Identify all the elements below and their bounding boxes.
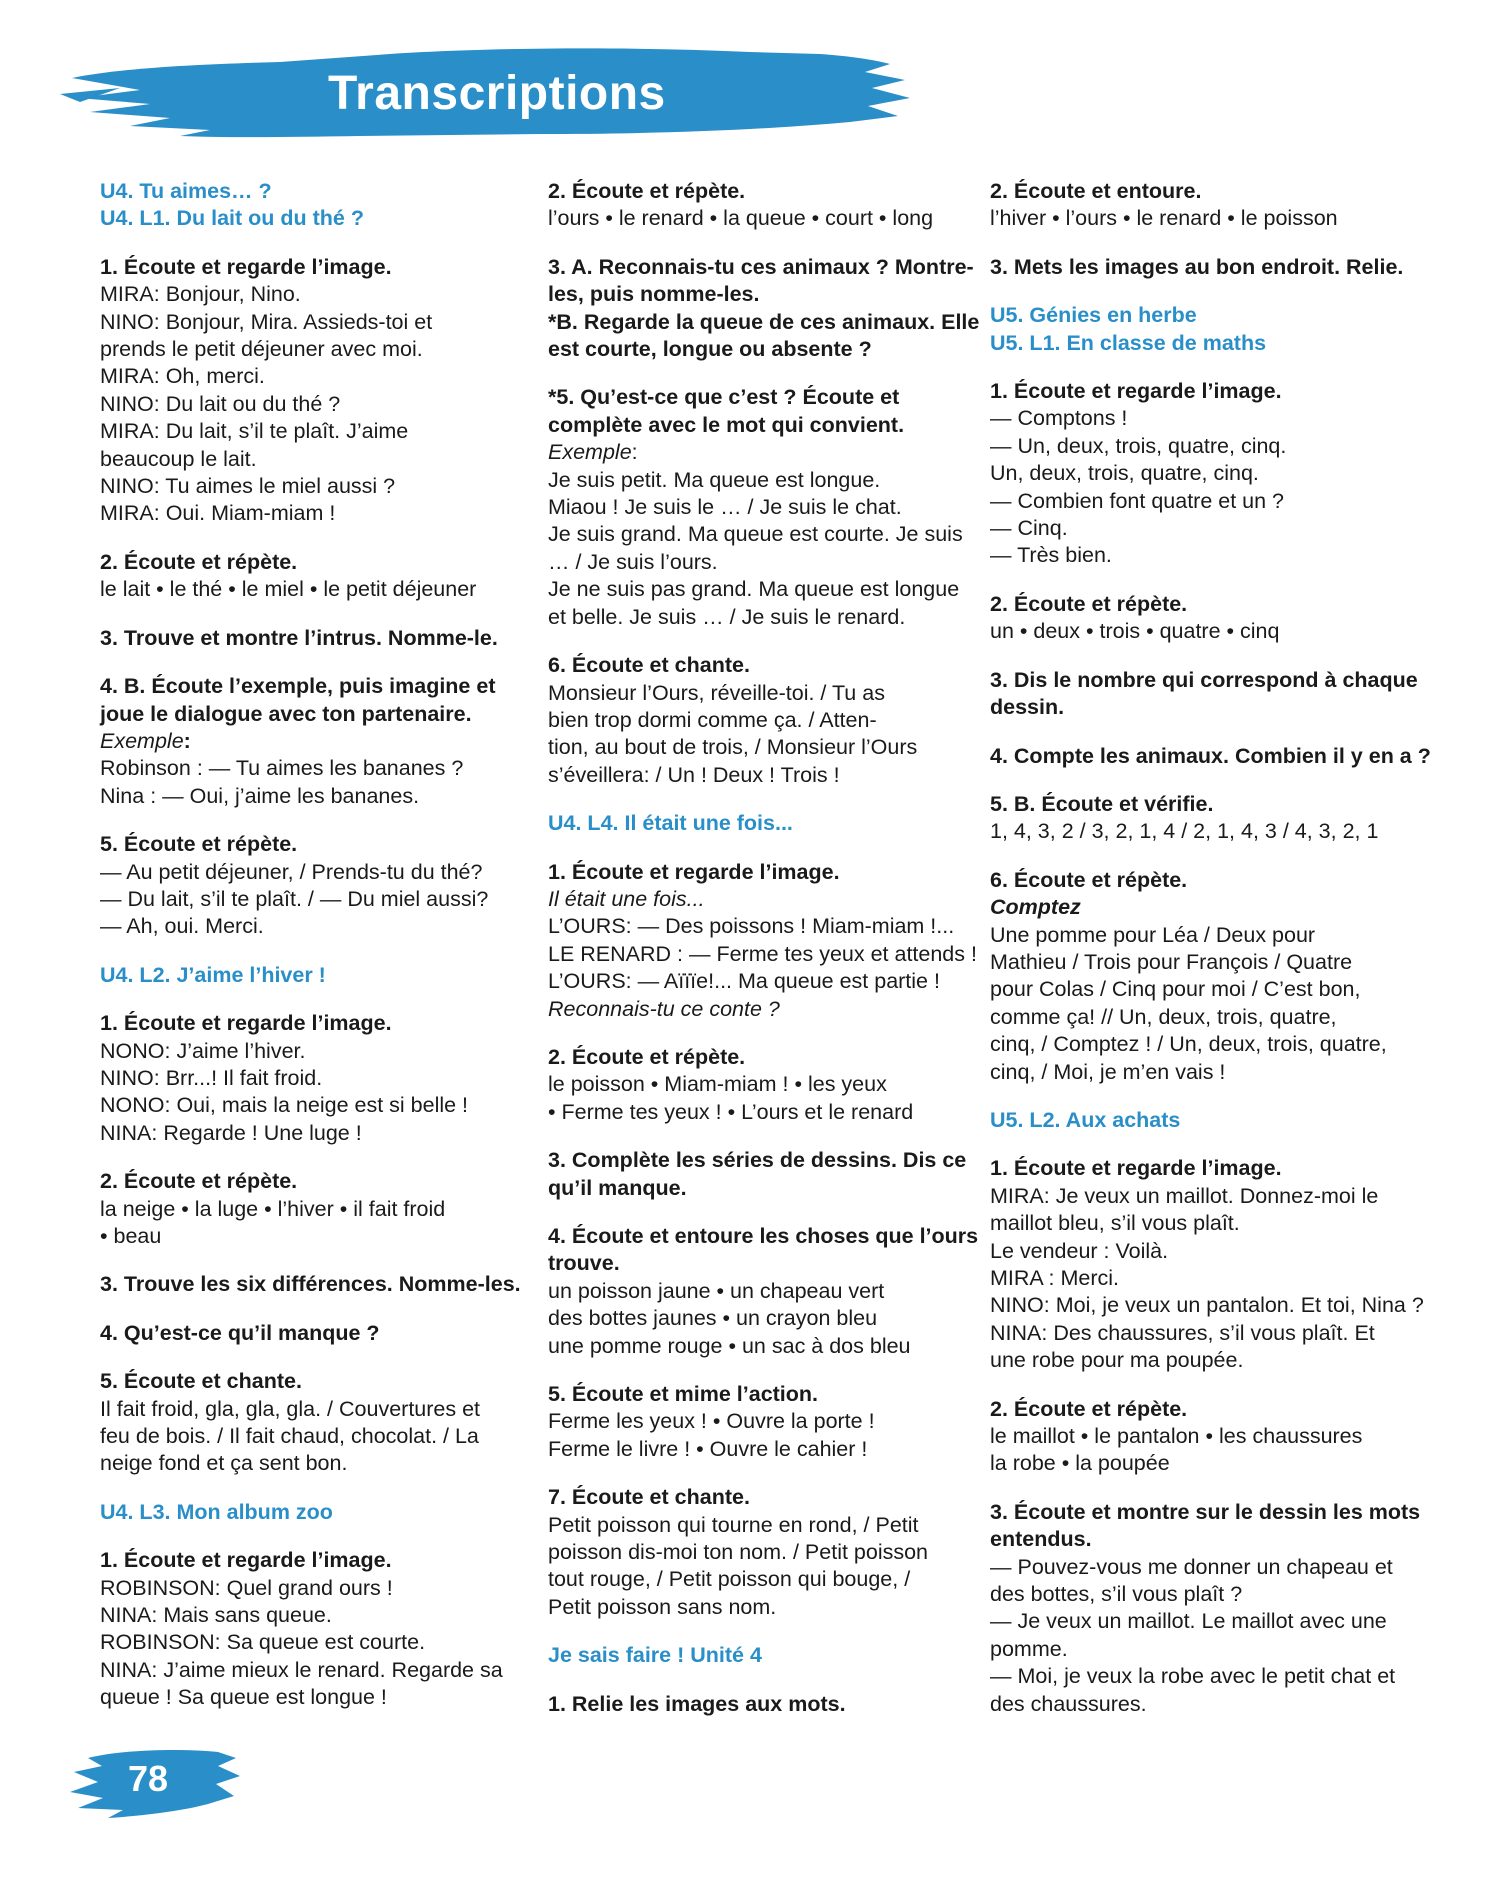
text-line: bien trop dormi comme ça. / Atten- — [548, 707, 877, 732]
exercise-title: 3. Dis le nombre qui correspond à chaque — [990, 667, 1418, 692]
text-block — [990, 791, 1410, 846]
text-line: une robe pour ma poupée. — [990, 1348, 1244, 1373]
text-line: LE RENARD : — Ferme tes yeux et attends ! — [548, 941, 977, 966]
text-line: NONO: Oui, mais la neige est si belle ! — [100, 1093, 469, 1118]
page-title: Transcriptions — [328, 67, 666, 120]
exercise-title: 3. Écoute et montre sur le dessin les mots — [990, 1499, 1421, 1524]
text-line: NINO: Moi, je veux un pantalon. Et toi, Nina ? — [990, 1293, 1424, 1318]
text-line: Je suis petit. Ma queue est longue. — [548, 467, 881, 492]
section-heading: U5. Génies en herbe — [990, 303, 1197, 328]
exercise-title: 4. Qu’est-ce qu’il manque ? — [100, 1320, 380, 1345]
section-heading: U4. L4. Il était une fois... — [548, 811, 793, 836]
text-block — [100, 1499, 520, 1526]
text-line: NINA: Regarde ! Une luge ! — [100, 1120, 362, 1145]
text-line: l’hiver • l’ours • le renard • le poisson — [990, 206, 1338, 231]
exercise-title: 2. Écoute et répète. — [990, 1396, 1188, 1421]
text-block — [548, 1691, 968, 1718]
exercise-title: 3. Trouve et montre l’intrus. Nomme-le. — [100, 625, 498, 650]
text-line: MIRA: Du lait, s’il te plaît. J’aime — [100, 419, 409, 444]
section-heading: U5. L2. Aux achats — [990, 1107, 1181, 1132]
text-line: • Ferme tes yeux ! • L’ours et le renard — [548, 1099, 914, 1124]
text-block — [548, 1484, 968, 1621]
exercise-title: qu’il manque. — [548, 1175, 687, 1200]
text-line: Monsieur l’Ours, réveille-toi. / Tu as — [548, 680, 885, 705]
exercise-title: 1. Écoute et regarde l’image. — [100, 1011, 392, 1036]
text-line: cinq, / Moi, je m’en vais ! — [990, 1059, 1226, 1084]
exercise-title: les, puis nomme-les. — [548, 282, 760, 307]
section-heading: Je sais faire ! Unité 4 — [548, 1643, 762, 1668]
text-block — [990, 867, 1410, 1086]
text-block — [990, 1107, 1410, 1134]
text-block — [548, 1381, 968, 1463]
text-block — [100, 1271, 520, 1298]
column-3 — [990, 178, 1431, 1739]
exercise-title: 1. Écoute et regarde l’image. — [100, 254, 392, 279]
exercise-title: 2. Écoute et répète. — [548, 179, 746, 203]
exercise-title: 4. Compte les animaux. Combien il y en a ? — [990, 743, 1431, 768]
text-line: Le vendeur : Voilà. — [990, 1238, 1169, 1263]
text-line: NINA: J’aime mieux le renard. Regarde sa — [100, 1657, 503, 1682]
text-line: NINO: Brr...! Il fait froid. — [100, 1065, 323, 1090]
text-line: — Comptons ! — [990, 406, 1128, 431]
section-heading: U4. Tu aimes… ? — [100, 179, 272, 203]
text-block — [100, 673, 520, 810]
exercise-title: 6. Écoute et chante. — [548, 653, 750, 678]
text-line: Miaou ! Je suis le … / Je suis le chat. — [548, 495, 902, 520]
text-block — [548, 859, 977, 1023]
text-line: — Pouvez-vous me donner un chapeau et — [990, 1554, 1393, 1579]
text-line: — Du lait, s’il te plaît. / — Du miel aussi? — [100, 886, 489, 911]
text-block — [990, 302, 1410, 357]
text-line: Un, deux, trois, quatre, cinq. — [990, 461, 1259, 486]
section-heading: U4. L3. Mon album zoo — [100, 1499, 333, 1524]
text-line: … / Je suis l’ours. — [548, 549, 718, 574]
text-block — [100, 1168, 520, 1250]
text-line: NINO: Bonjour, Mira. Assieds-toi et — [100, 309, 433, 334]
text-line: beaucoup le lait. — [100, 446, 257, 471]
text-block — [990, 178, 1410, 233]
exercise-title: 4. B. Écoute l’exemple, puis imagine et — [100, 674, 496, 699]
text-line: NINO: Tu aimes le miel aussi ? — [100, 474, 396, 499]
text-block — [548, 178, 968, 233]
text-line: — Très bien. — [990, 543, 1112, 568]
text-line: Petit poisson sans nom. — [548, 1594, 777, 1619]
text-line: Mathieu / Trois pour François / Quatre — [990, 949, 1353, 974]
text-line: neige fond et ça sent bon. — [100, 1451, 348, 1476]
text-line: — Moi, je veux la robe avec le petit chat et — [990, 1664, 1396, 1689]
text-line: la robe • la poupée — [990, 1451, 1170, 1476]
exercise-title: 1. Écoute et regarde l’image. — [100, 1548, 392, 1573]
exercise-title: *B. Regarde la queue de ces animaux. Elle — [548, 309, 980, 334]
exercise-title: 3. Complète les séries de dessins. Dis ce — [548, 1148, 967, 1173]
text-line: Petit poisson qui tourne en rond, / Petit — [548, 1512, 919, 1537]
text-line: ROBINSON: Quel grand ours ! — [100, 1575, 393, 1600]
text-block — [100, 1010, 520, 1147]
text-line: — Au petit déjeuner, / Prends-tu du thé? — [100, 859, 483, 884]
exercise-title: 3. Mets les images au bon endroit. Relie. — [990, 254, 1404, 279]
text-line: 1, 4, 3, 2 / 3, 2, 1, 4 / 2, 1, 4, 3 / 4, 3, 2, 1 — [990, 819, 1379, 844]
text-line: et belle. Je suis … / Je suis le renard. — [548, 604, 906, 629]
text-line: tout rouge, / Petit poisson qui bouge, / — [548, 1567, 911, 1592]
exercise-title: dessin. — [990, 695, 1065, 720]
exercise-title: complète avec le mot qui convient. — [548, 412, 905, 437]
text-block — [548, 1223, 979, 1360]
text-line: — Combien font quatre et un ? — [990, 488, 1285, 513]
text-line: • beau — [100, 1224, 162, 1248]
text-line: le lait • le thé • le miel • le petit déjeuner — [100, 577, 477, 602]
exercise-title: 3. Trouve les six différences. Nomme-les. — [100, 1272, 521, 1297]
exercise-title: 5. B. Écoute et vérifie. — [990, 791, 1214, 816]
exercise-title: 6. Écoute et répète. — [990, 867, 1188, 892]
text-line: prends le petit déjeuner avec moi. — [100, 337, 423, 362]
exercise-title: 7. Écoute et chante. — [548, 1485, 750, 1510]
text-line: Exemple: — [548, 440, 638, 465]
text-line: poisson dis-moi ton nom. / Petit poisson — [548, 1540, 929, 1565]
exercise-title: 3. A. Reconnais-tu ces animaux ? Montre- — [548, 254, 974, 279]
text-line: le maillot • le pantalon • les chaussures — [990, 1424, 1363, 1449]
exercise-title: 2. Écoute et répète. — [548, 1044, 746, 1069]
text-line: Ferme le livre ! • Ouvre le cahier ! — [548, 1436, 868, 1461]
text-line: Reconnais-tu ce conte ? — [548, 996, 780, 1021]
text-line: L’OURS: — Des poissons ! Miam-miam !... — [548, 914, 955, 939]
exercise-title: 1. Relie les images aux mots. — [548, 1691, 846, 1716]
text-line: Une pomme pour Léa / Deux pour — [990, 922, 1316, 947]
text-block — [100, 178, 520, 233]
text-block — [100, 962, 520, 989]
exercise-title: 2. Écoute et répète. — [100, 549, 298, 574]
text-block — [548, 1147, 968, 1202]
column-1 — [100, 178, 520, 1733]
text-line: MIRA: Bonjour, Nino. — [100, 282, 301, 307]
exercise-title: entendus. — [990, 1527, 1092, 1552]
text-line: Ferme les yeux ! • Ouvre la porte ! — [548, 1409, 875, 1434]
text-line: L’OURS: — Aïïïe!... Ma queue est partie ! — [548, 969, 940, 994]
text-line: — Cinq. — [990, 516, 1068, 541]
text-line: Nina : — Oui, j’aime les bananes. — [100, 783, 420, 808]
text-line: feu de bois. / Il fait chaud, chocolat. / La — [100, 1424, 479, 1449]
text-line: ROBINSON: Sa queue est courte. — [100, 1630, 426, 1655]
exercise-title: 1. Écoute et regarde l’image. — [990, 379, 1282, 404]
exercise-title: trouve. — [548, 1251, 620, 1276]
text-line: l’ours • le renard • la queue • court • long — [548, 206, 934, 231]
text-block — [100, 625, 520, 652]
text-block — [548, 810, 968, 837]
section-heading: U4. L2. J’aime l’hiver ! — [100, 962, 326, 987]
exercise-title: 2. Écoute et entoure. — [990, 179, 1202, 203]
exercise-title: est courte, longue ou absente ? — [548, 337, 872, 362]
text-block — [990, 667, 1418, 722]
text-line: NONO: J’aime l’hiver. — [100, 1038, 306, 1063]
text-block — [990, 378, 1410, 570]
text-line: Exemple: — [100, 728, 191, 753]
text-line: MIRA : Merci. — [990, 1266, 1120, 1290]
exercise-title: 2. Écoute et répète. — [100, 1169, 298, 1194]
text-block — [100, 1368, 520, 1478]
text-block — [548, 1642, 968, 1669]
text-block — [100, 1547, 520, 1711]
text-line: des bottes jaunes • un crayon bleu — [548, 1306, 878, 1331]
text-line: un • deux • trois • quatre • cinq — [990, 619, 1280, 644]
text-line: tion, au bout de trois, / Monsieur l’Ours — [548, 735, 918, 760]
text-line: des chaussures. — [990, 1691, 1147, 1716]
section-heading: U4. L1. Du lait ou du thé ? — [100, 206, 364, 231]
text-block — [990, 1396, 1410, 1478]
text-block — [990, 1155, 1424, 1374]
exercise-title: joue le dialogue avec ton partenaire. — [100, 701, 472, 726]
column-2 — [548, 178, 980, 1739]
exercise-title: 5. Écoute et répète. — [100, 832, 298, 857]
text-block — [990, 591, 1410, 646]
text-line: s’éveillera: / Un ! Deux ! Trois ! — [548, 762, 840, 787]
text-line: un poisson jaune • un chapeau vert — [548, 1278, 885, 1303]
text-line: pour Colas / Cinq pour moi / C’est bon, — [990, 977, 1361, 1002]
text-line: Il fait froid, gla, gla, gla. / Couvertures et — [100, 1396, 481, 1421]
text-line: maillot bleu, s’il vous plaît. — [990, 1211, 1240, 1236]
section-heading: U5. L1. En classe de maths — [990, 330, 1267, 355]
text-line: NINO: Du lait ou du thé ? — [100, 391, 341, 416]
text-block — [990, 254, 1410, 281]
text-block — [548, 1044, 968, 1126]
text-line: pomme. — [990, 1636, 1068, 1661]
text-line: Je suis grand. Ma queue est courte. Je suis — [548, 522, 963, 547]
text-block — [990, 743, 1431, 770]
exercise-title: 4. Écoute et entoure les choses que l’ours — [548, 1224, 979, 1248]
text-block — [100, 549, 520, 604]
text-block — [100, 254, 520, 528]
text-line: Comptez — [990, 895, 1081, 920]
exercise-title: 5. Écoute et chante. — [100, 1369, 302, 1394]
text-line: queue ! Sa queue est longue ! — [100, 1685, 387, 1710]
text-line: des bottes, s’il vous plaît ? — [990, 1582, 1243, 1607]
text-line: — Ah, oui. Merci. — [100, 914, 264, 939]
text-line: NINA: Des chaussures, s’il vous plaît. Et — [990, 1320, 1375, 1345]
exercise-title: 5. Écoute et mime l’action. — [548, 1382, 819, 1407]
text-line: comme ça! // Un, deux, trois, quatre, — [990, 1004, 1337, 1029]
text-line: MIRA: Je veux un maillot. Donnez-moi le — [990, 1183, 1379, 1208]
text-block — [100, 831, 520, 941]
text-line: NINA: Mais sans queue. — [100, 1603, 332, 1628]
text-line: Il était une fois... — [548, 886, 705, 911]
text-block — [100, 1320, 520, 1347]
text-block — [548, 652, 968, 789]
text-line: une pomme rouge • un sac à dos bleu — [548, 1333, 911, 1358]
exercise-title: *5. Qu’est-ce que c’est ? Écoute et — [548, 385, 900, 410]
text-line: MIRA: Oui. Miam-miam ! — [100, 501, 336, 526]
text-line: la neige • la luge • l’hiver • il fait froid — [100, 1196, 446, 1221]
text-line: le poisson • Miam-miam ! • les yeux — [548, 1072, 887, 1097]
exercise-title: 1. Écoute et regarde l’image. — [548, 859, 840, 884]
text-line: cinq, / Comptez ! / Un, deux, trois, quatre, — [990, 1032, 1387, 1057]
text-line: Robinson : — Tu aimes les bananes ? — [100, 756, 464, 781]
text-line: — Un, deux, trois, quatre, cinq. — [990, 433, 1287, 458]
text-line: Je ne suis pas grand. Ma queue est longue — [548, 577, 960, 602]
exercise-title: 2. Écoute et répète. — [990, 591, 1188, 616]
text-block — [548, 384, 968, 631]
exercise-title: 1. Écoute et regarde l’image. — [990, 1156, 1282, 1181]
text-block — [990, 1499, 1421, 1718]
page-number: 78 — [128, 1758, 169, 1799]
text-line: MIRA: Oh, merci. — [100, 364, 265, 389]
text-line: — Je veux un maillot. Le maillot avec une — [990, 1609, 1387, 1634]
text-block — [548, 254, 980, 364]
